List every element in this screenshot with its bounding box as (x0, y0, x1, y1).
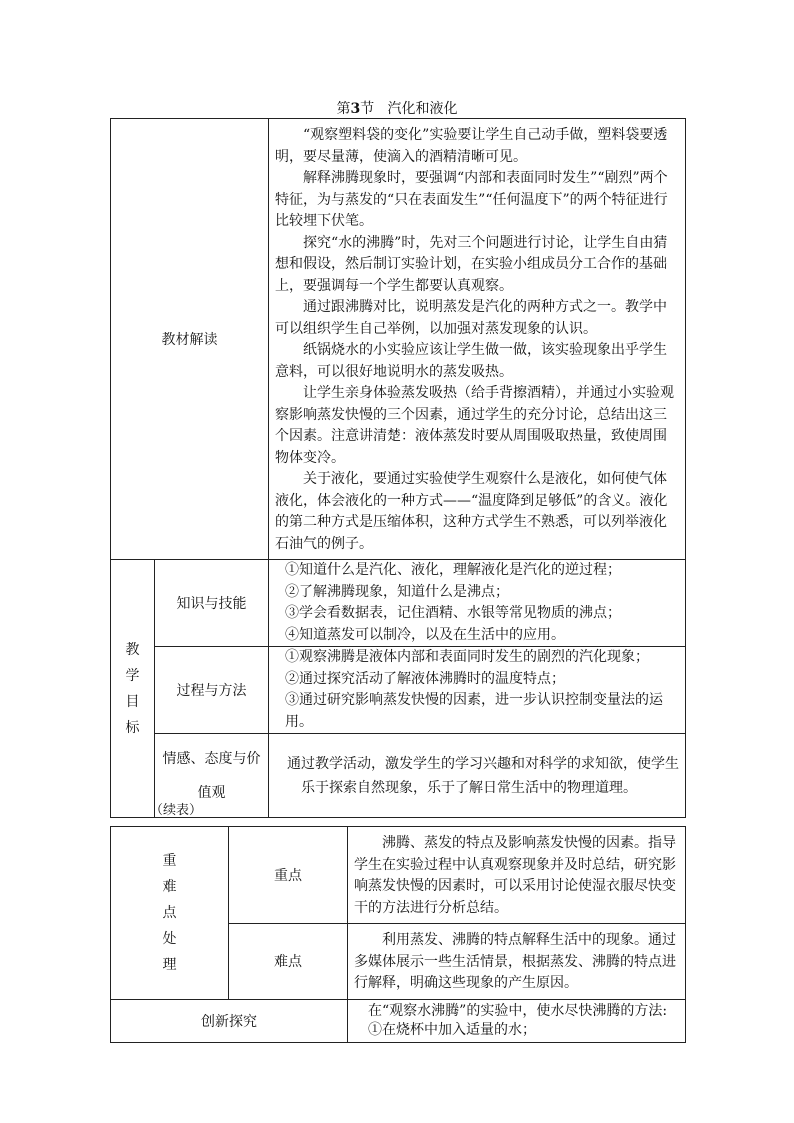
nandian-content (348, 924, 686, 1000)
list-item: ③通过研究影响蒸发快慢的因素，进一步认识控制变量法的运用。 (285, 692, 663, 730)
nandian-text: 利用蒸发、沸腾的特点解释生活中的现象。通过多媒体展示一些生活情景，根据蒸发、沸腾的特点进行解释，明确这些现象的产生原因。 (354, 932, 676, 991)
mubiao-char: 标 (125, 719, 140, 736)
title-suffix: 节 (360, 101, 375, 117)
zhongdian-content (348, 827, 686, 924)
zhongnan-char: 处 (162, 930, 177, 947)
chuangxin-content (348, 999, 686, 1042)
qinggan-content (269, 734, 686, 818)
qinggan-text-line: 通过教学活动，激发学生的学习兴趣和对科学的求知欲，使学生 (287, 755, 679, 772)
title-name: 汽化和液化 (387, 101, 458, 117)
nandian-label: 难点 (229, 924, 348, 1000)
qinggan-label-line: 情感、态度与价 (162, 750, 261, 767)
chuangxin-line: ①在烧杯中加入适量的水； (368, 1021, 536, 1038)
zhongdian-text: 沸腾、蒸发的特点及影响蒸发快慢的因素。指导学生在实验过程中认真观察现象并及时总结，研究影响蒸发快慢的因素时，可以采用讨论使湿衣服尽快变干的方法进行分析总结。 (354, 835, 676, 916)
mubiao-char: 学 (125, 667, 140, 684)
jiaocai-paragraph: 探究“水的沸腾”时，先对三个问题进行讨论，让学生自由猜想和假设，然后制订实验计划，在实验小组成员分工合作的基础上，要强调每一个学生都要认真观察。 (275, 234, 668, 294)
mubiao-label (111, 560, 155, 818)
mubiao-char: 教 (125, 641, 140, 658)
jiaocai-paragraph: 通过跟沸腾对比，说明蒸发是汽化的两种方式之一。教学中可以组织学生自己举例，以加强对蒸发现象的认识。 (275, 299, 667, 337)
guocheng-content (269, 647, 686, 734)
jiaocai-paragraph: 解释沸腾现象时，要强调“内部和表面同时发生”“剧烈”两个特征，为与蒸发的“只在表面发生”“任何温度下”的两个特征进行比较埋下伏笔。 (275, 170, 668, 229)
zhishi-row (111, 560, 686, 647)
zhongnan-char: 难 (162, 878, 177, 895)
title-number: 3 (350, 101, 361, 117)
mubiao-char: 目 (125, 693, 140, 710)
list-item: ④知道蒸发可以制冷，以及在生活中的应用。 (285, 626, 565, 643)
zhongnan-char: 重 (162, 852, 177, 869)
chuangxin-line: 在“观察水沸腾”的实验中，使水尽快沸腾的方法: (368, 1002, 668, 1019)
chuangxin-row (111, 999, 686, 1042)
chuangxin-label: 创新探究 (111, 999, 348, 1042)
title-prefix: 第 (336, 101, 351, 117)
qinggan-text-line: 乐于探索自然现象，乐于了解日常生活中的物理道理。 (301, 779, 637, 796)
qinggan-label-line: 值观 (197, 784, 226, 801)
page-title (0, 98, 794, 118)
zhongnan-char: 点 (162, 904, 177, 921)
list-item: ②了解沸腾现象，知道什么是沸点； (285, 583, 509, 600)
list-item: ①知道什么是汽化、液化，理解液化是汽化的逆过程； (285, 562, 621, 578)
zhongdian-label: 重点 (229, 827, 348, 924)
list-item: ③学会看数据表，记住酒精、水银等常见物质的沸点； (285, 605, 621, 621)
jiaocai-paragraph: “观察塑料袋的变化”实验要让学生自己动手做，塑料袋要透明，要尽量薄，使滴入的酒精清晰可见。 (275, 127, 668, 165)
guocheng-row (111, 647, 686, 734)
zhongdian-row (111, 827, 686, 924)
zhongnan-label (111, 827, 229, 1000)
guocheng-label: 过程与方法 (155, 647, 269, 734)
continued-table (110, 826, 686, 1043)
jiaocai-paragraph: 纸锅烧水的小实验应该让学生做一做，该实验现象出乎学生意料，可以很好地说明水的蒸发吸热。 (275, 342, 667, 380)
list-item: ①观察沸腾是液体内部和表面同时发生的剧烈的汽化现象； (285, 649, 649, 665)
jiaocai-row (111, 119, 686, 560)
zhishi-label: 知识与技能 (155, 560, 269, 647)
jiaocai-label: 教材解读 (111, 119, 269, 560)
zhishi-content (269, 560, 686, 647)
zhongnan-char: 理 (162, 956, 177, 973)
jiaocai-paragraph: 让学生亲身体验蒸发吸热（给手背擦酒精），并通过小实验观察影响蒸发快慢的三个因素，通过学生的充分讨论，总结出这三个因素。注意讲清楚：液体蒸发时要从周围吸取热量，致使周围物体变冷。 (275, 385, 674, 466)
jiaocai-content (269, 119, 686, 560)
main-table (110, 118, 686, 818)
continued-label: （续表） (150, 803, 203, 818)
list-item: ②通过探究活动了解液体沸腾时的温度特点； (285, 670, 565, 687)
jiaocai-paragraph: 关于液化，要通过实验使学生观察什么是液化，如何使气体液化，体会液化的一种方式——“温度降到足够低”的含义。液化的第二种方式是压缩体积，这种方式学生不熟悉，可以列举液化石油气的例子。 (275, 471, 668, 552)
